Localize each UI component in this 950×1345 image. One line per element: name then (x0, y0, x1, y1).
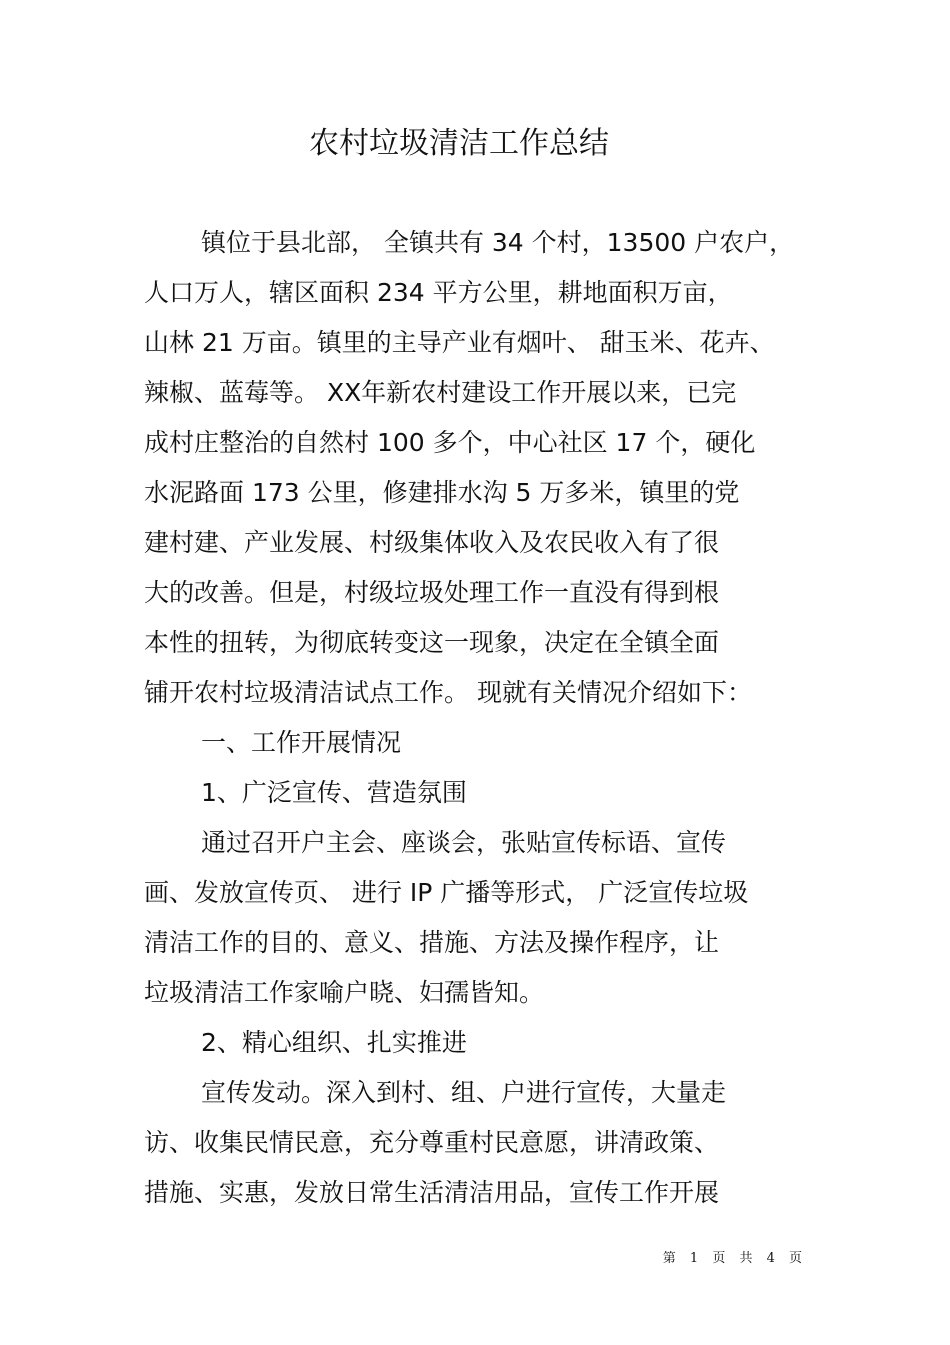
text-line: 成村庄整治的自然村 100 多个，中心社区 17 个，硬化 (144, 428, 756, 457)
text-line: 垃圾清洁工作家喻户晓、妇孺皆知。 (144, 978, 545, 1007)
subsection-heading: 2、精心组织、扎实推进 (201, 1028, 467, 1057)
text-line: 通过召开户主会、座谈会，张贴宣传标语、宣传 (201, 828, 727, 857)
text-line: 大的改善。但是，村级垃圾处理工作一直没有得到根 (144, 578, 720, 607)
text-line: 本性的扭转，为彻底转变这一现象，决定在全镇全面 (144, 628, 720, 657)
text-line: 镇位于县北部， 全镇共有 34 个村，13500 户农户， (201, 228, 795, 257)
page-footer: 第 1 页 共 4 页 (662, 1251, 807, 1266)
text-line: 宣传发动。深入到村、组、户进行宣传，大量走 (201, 1078, 727, 1107)
text-line: 水泥路面 173 公里，修建排水沟 5 万多米，镇里的党 (144, 478, 740, 507)
document-title: 农村垃圾清洁工作总结 (309, 126, 609, 161)
text-line: 清洁工作的目的、意义、措施、方法及操作程序，让 (144, 928, 720, 957)
subsection-heading: 1、广泛宣传、营造氛围 (201, 778, 467, 807)
text-line: 辣椒、蓝莓等。 XX年新农村建设工作开展以来，已完 (144, 378, 737, 407)
text-line: 访、收集民情民意，充分尊重村民意愿，讲清政策、 (144, 1128, 720, 1157)
text-line: 建村建、产业发展、村级集体收入及农民收入有了很 (144, 528, 720, 557)
text-line: 措施、实惠，发放日常生活清洁用品，宣传工作开展 (144, 1178, 720, 1207)
section-heading: 一、工作开展情况 (201, 728, 402, 757)
document-body (144, 218, 816, 1218)
text-line: 山林 21 万亩。镇里的主导产业有烟叶、 甜玉米、花卉、 (144, 328, 775, 357)
text-line: 画、发放宣传页、 进行 IP 广播等形式， 广泛宣传垃圾 (144, 878, 749, 907)
text-line: 人口万人，辖区面积 234 平方公里，耕地面积万亩， (144, 278, 733, 307)
text-line: 铺开农村垃圾清洁试点工作。 现就有关情况介绍如下： (144, 678, 752, 707)
